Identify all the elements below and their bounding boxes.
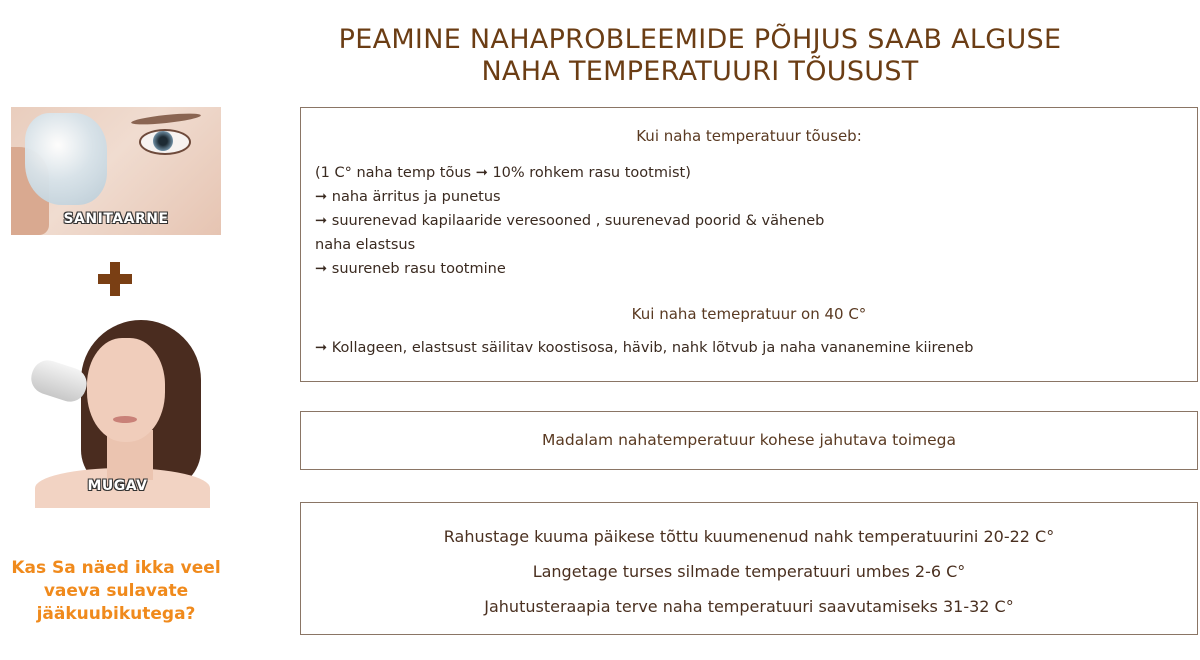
page-title <box>300 24 1100 88</box>
target-line: Rahustage kuuma päikese tõttu kuumenenud nahk temperatuurini 20-22 C° <box>443 527 1055 546</box>
iris-shape <box>153 131 173 151</box>
temperature-rise-heading: Kui naha temperatuur tõuseb: <box>636 127 862 145</box>
effect-line: ➞ naha ärritus ja punetus <box>315 189 501 205</box>
face-shape <box>87 338 165 442</box>
effect-line: (1 C° naha temp tõus ➞ 10% rohkem rasu tootmist) <box>315 165 691 181</box>
photo-label-comfortable: MUGAV <box>87 478 148 494</box>
temperature-effects-list <box>315 161 1175 281</box>
effect-line: naha elastsus <box>315 237 416 253</box>
temperature-targets-list <box>301 519 1197 624</box>
effect-line: ➞ suurenevad kapilaaride veresooned , suurenevad poorid & väheneb <box>315 213 825 229</box>
effect-line: ➞ suureneb rasu tootmine <box>315 261 506 277</box>
photo-label-sanitary: SANITAARNE <box>63 211 169 227</box>
title-line-2: NAHA TEMPERATUURI TÕUSUST <box>481 56 919 87</box>
temperature-targets-box <box>300 502 1198 635</box>
lips-shape <box>113 416 137 423</box>
cooling-effect-box <box>300 411 1198 470</box>
ice-cube-question: Kas Sa näed ikka veel vaeva sulavate jääkuubikutega? <box>11 558 221 624</box>
target-line: Langetage turses silmade temperatuuri umbes 2-6 C° <box>532 562 966 581</box>
ice-cube-face-photo <box>11 107 221 235</box>
woman-device-photo <box>25 318 210 508</box>
collagen-effect-line: ➞ Kollageen, elastsust säilitav koostisosa, hävib, nahk lõtvub ja naha vananemine kiireneb <box>315 340 974 356</box>
eyebrow-shape <box>131 111 201 126</box>
plus-icon <box>98 262 132 296</box>
target-line: Jahutusteraapia terve naha temperatuuri saavutamiseks 31-32 C° <box>484 597 1014 616</box>
cooling-effect-text: Madalam nahatemperatuur kohese jahutava toimega <box>542 431 956 449</box>
title-line-1: PEAMINE NAHAPROBLEEMIDE PÕHJUS SAAB ALGUSE <box>338 24 1062 55</box>
temperature-40-heading: Kui naha temepratuur on 40 C° <box>631 305 867 323</box>
ice-cube-shape <box>25 113 107 205</box>
temperature-effects-box <box>300 107 1198 382</box>
